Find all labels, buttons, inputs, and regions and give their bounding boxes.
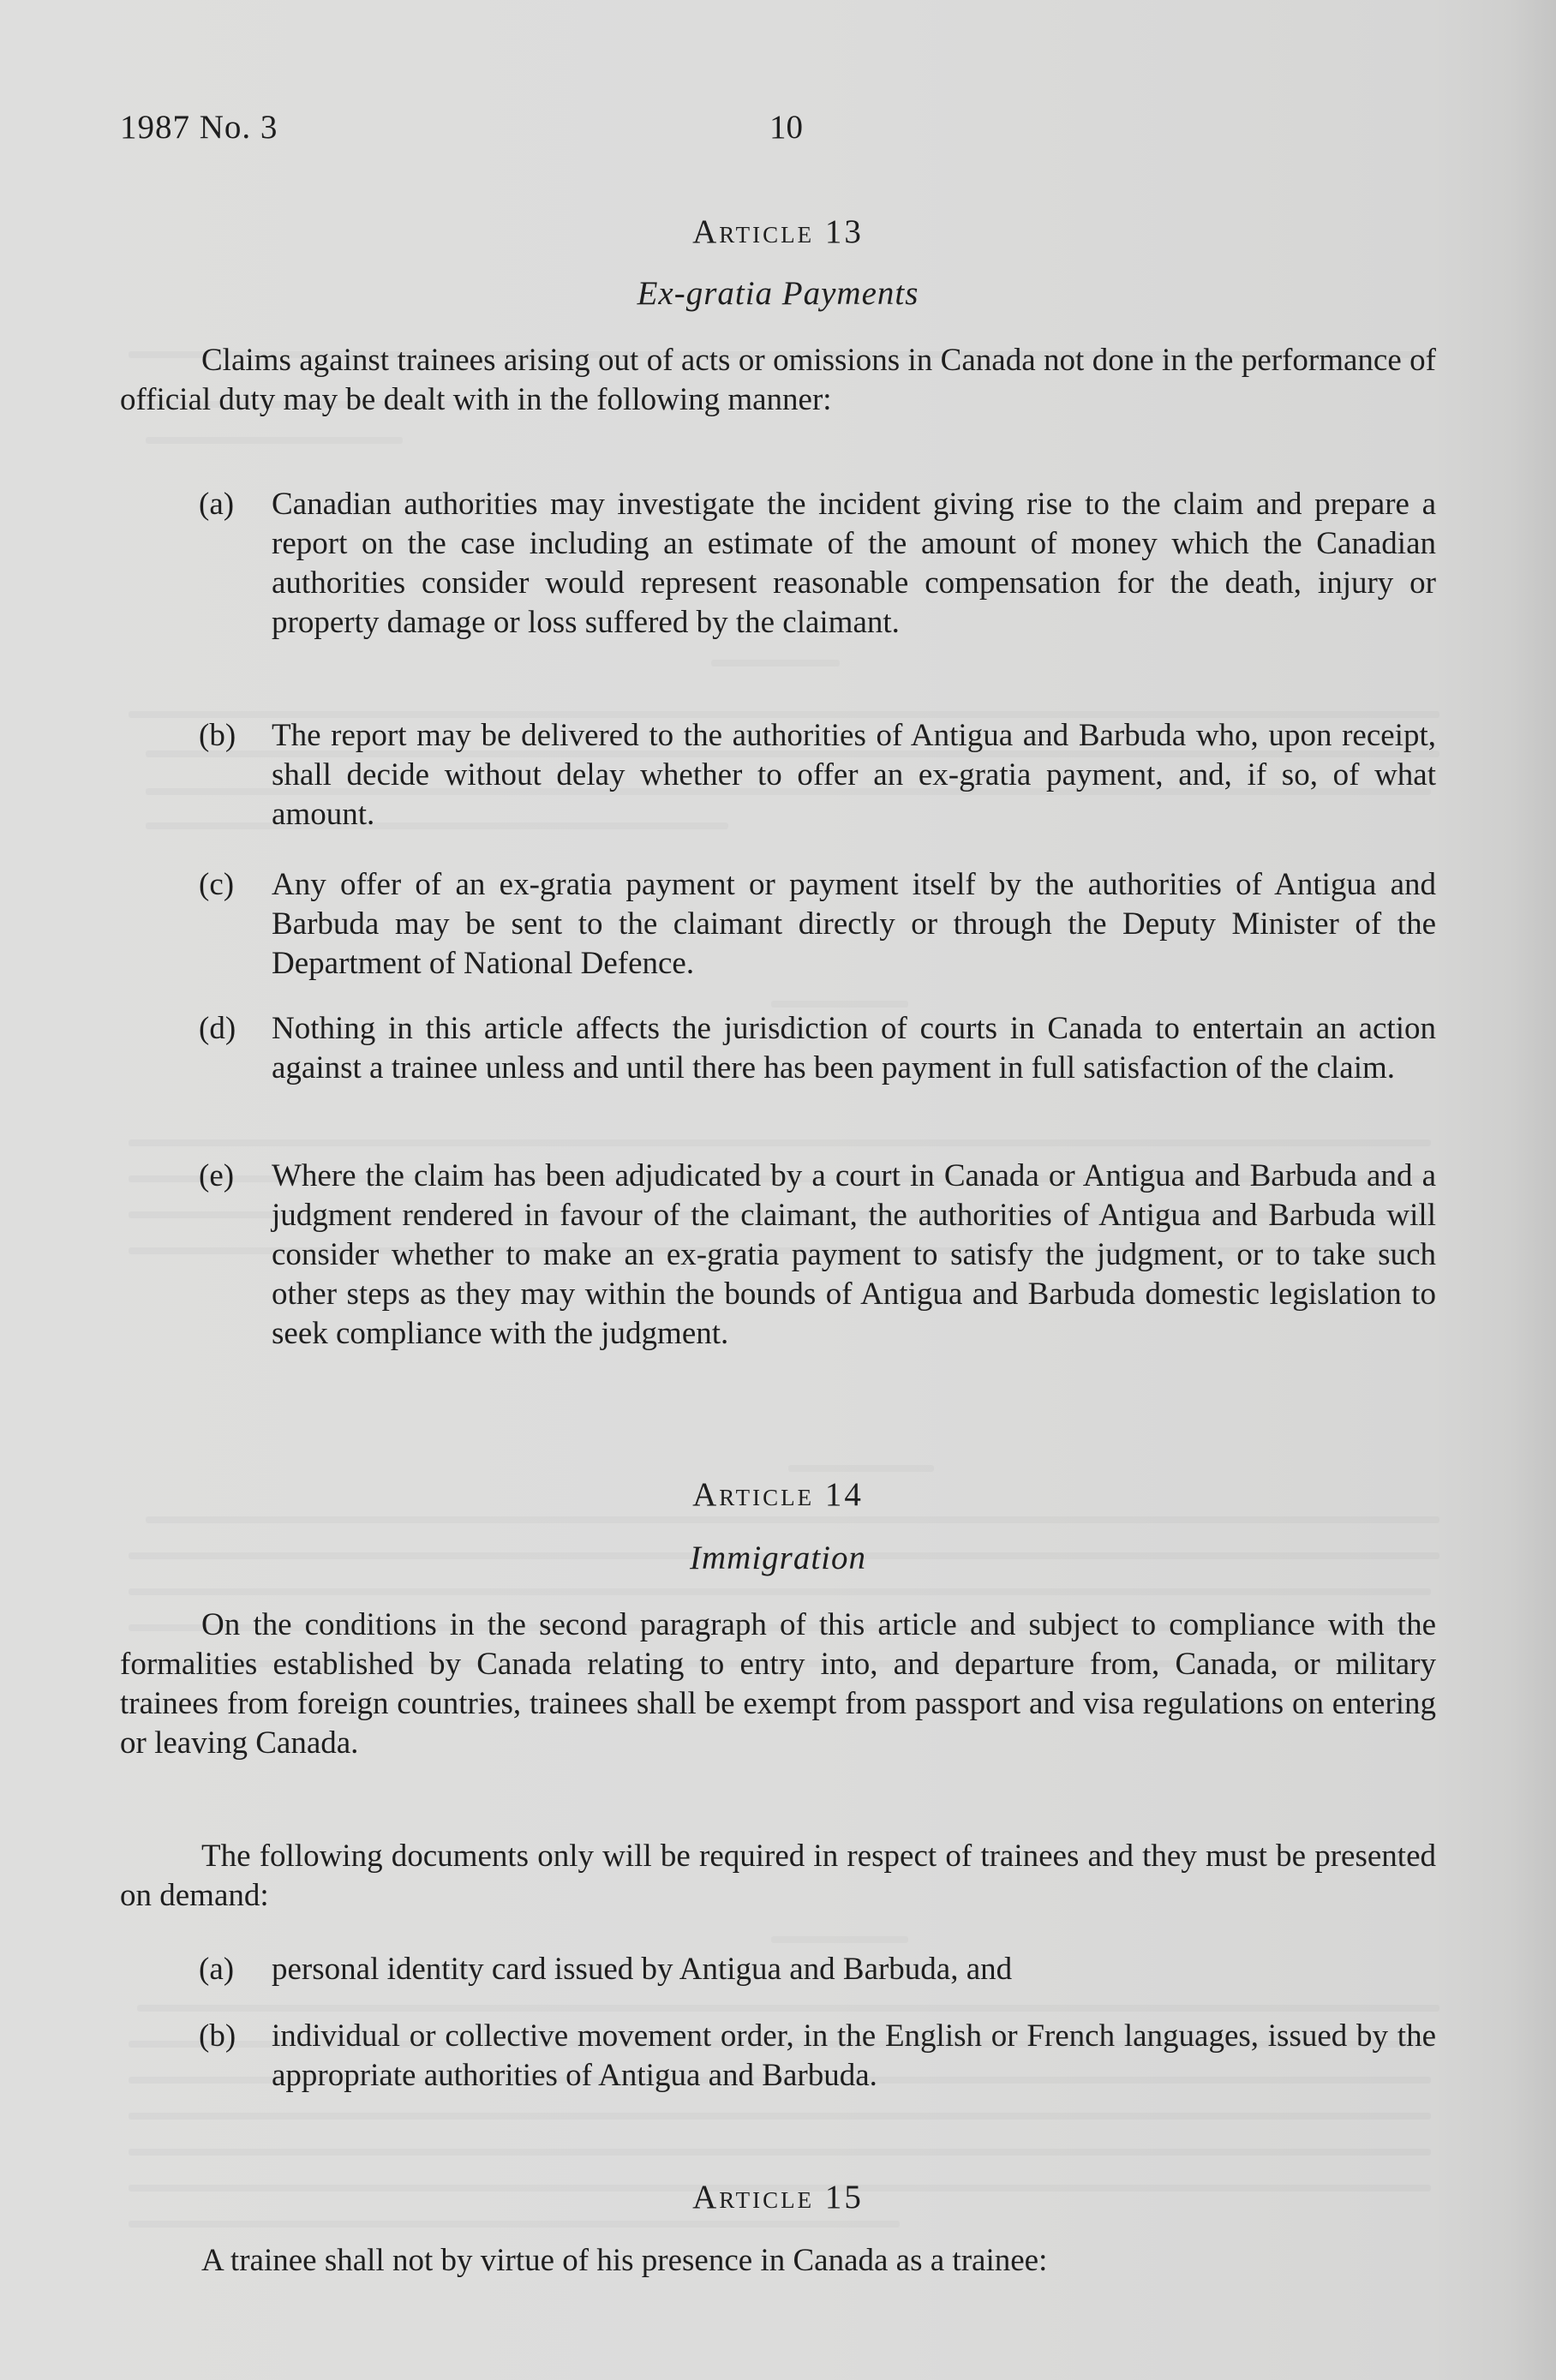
item-text: Nothing in this article affects the jurisdiction of courts in Canada to entertain an action against a trainee unless and until there has been payment in full satisfaction of the claim.	[272, 1011, 1436, 1085]
article-15-title: Article 15	[692, 2179, 864, 2216]
article-13-item-a	[199, 485, 1436, 643]
article-13-subtitle: Ex-gratia Payments	[637, 275, 919, 312]
item-text: Any offer of an ex-gratia payment or payment itself by the authorities of Antigua and Barbuda may be sent to the claimant directly or through the Deputy Minister of the Department of National Defence.	[272, 867, 1436, 981]
item-marker: (e)	[199, 1158, 235, 1193]
item-marker: (a)	[199, 487, 235, 522]
article-14-title: Article 14	[692, 1476, 864, 1513]
article-14-subtitle: Immigration	[690, 1540, 866, 1576]
article-14-paragraph-1: On the conditions in the second paragraph of this article and subject to compliance with the formalities established by Canada relating to entry into, and departure from, Canada, or military trainees from foreign countries, trainees shall be exempt from passport and visa regulations on entering or leaving Canada.	[120, 1607, 1436, 1761]
item-marker: (b)	[199, 2018, 236, 2054]
article-14-item-a	[199, 1950, 1436, 1989]
item-marker: (b)	[199, 718, 236, 753]
page-number: 10	[769, 109, 803, 146]
item-marker: (a)	[199, 1952, 235, 1987]
article-13-intro: Claims against trainees arising out of acts or omissions in Canada not done in the performance of official duty may be dealt with in the following manner:	[120, 343, 1436, 417]
article-13-item-b	[199, 716, 1436, 834]
article-13-title: Article 13	[692, 213, 864, 250]
article-15-intro: A trainee shall not by virtue of his presence in Canada as a trainee:	[201, 2243, 1048, 2278]
item-marker: (c)	[199, 867, 235, 902]
item-text: individual or collective movement order, in the English or French languages, issued by the appropriate authorities of Antigua and Barbuda.	[272, 2018, 1436, 2093]
article-14-paragraph-2: The following documents only will be required in respect of trainees and they must be presented on demand:	[120, 1839, 1436, 1913]
article-13-item-c	[199, 865, 1436, 984]
item-marker: (d)	[199, 1011, 236, 1046]
item-text: Canadian authorities may investigate the incident giving rise to the claim and prepare a report on the case including an estimate of the amount of money which the Canadian authorities consider would represent reasonable compensation for the death, injury or property damage or loss suffered by the claimant.	[272, 487, 1436, 640]
article-14-item-b	[199, 2017, 1436, 2096]
item-text: personal identity card issued by Antigua and Barbuda, and	[272, 1952, 1013, 1987]
running-head: 1987 No. 3	[120, 109, 278, 146]
article-13-item-d	[199, 1009, 1436, 1088]
item-text: Where the claim has been adjudicated by a court in Canada or Antigua and Barbuda and a judgment rendered in favour of the claimant, the authorities of Antigua and Barbuda will consider whether to make an ex-gratia payment to satisfy the judgment, or to take such other steps as they may within the bounds of Antigua and Barbuda domestic legislation to seek compliance with the judgment.	[272, 1158, 1436, 1351]
article-13-item-e	[199, 1157, 1436, 1354]
item-text: The report may be delivered to the authorities of Antigua and Barbuda who, upon receipt, shall decide without delay whether to offer an ex-gratia payment, and, if so, of what amount.	[272, 718, 1436, 832]
